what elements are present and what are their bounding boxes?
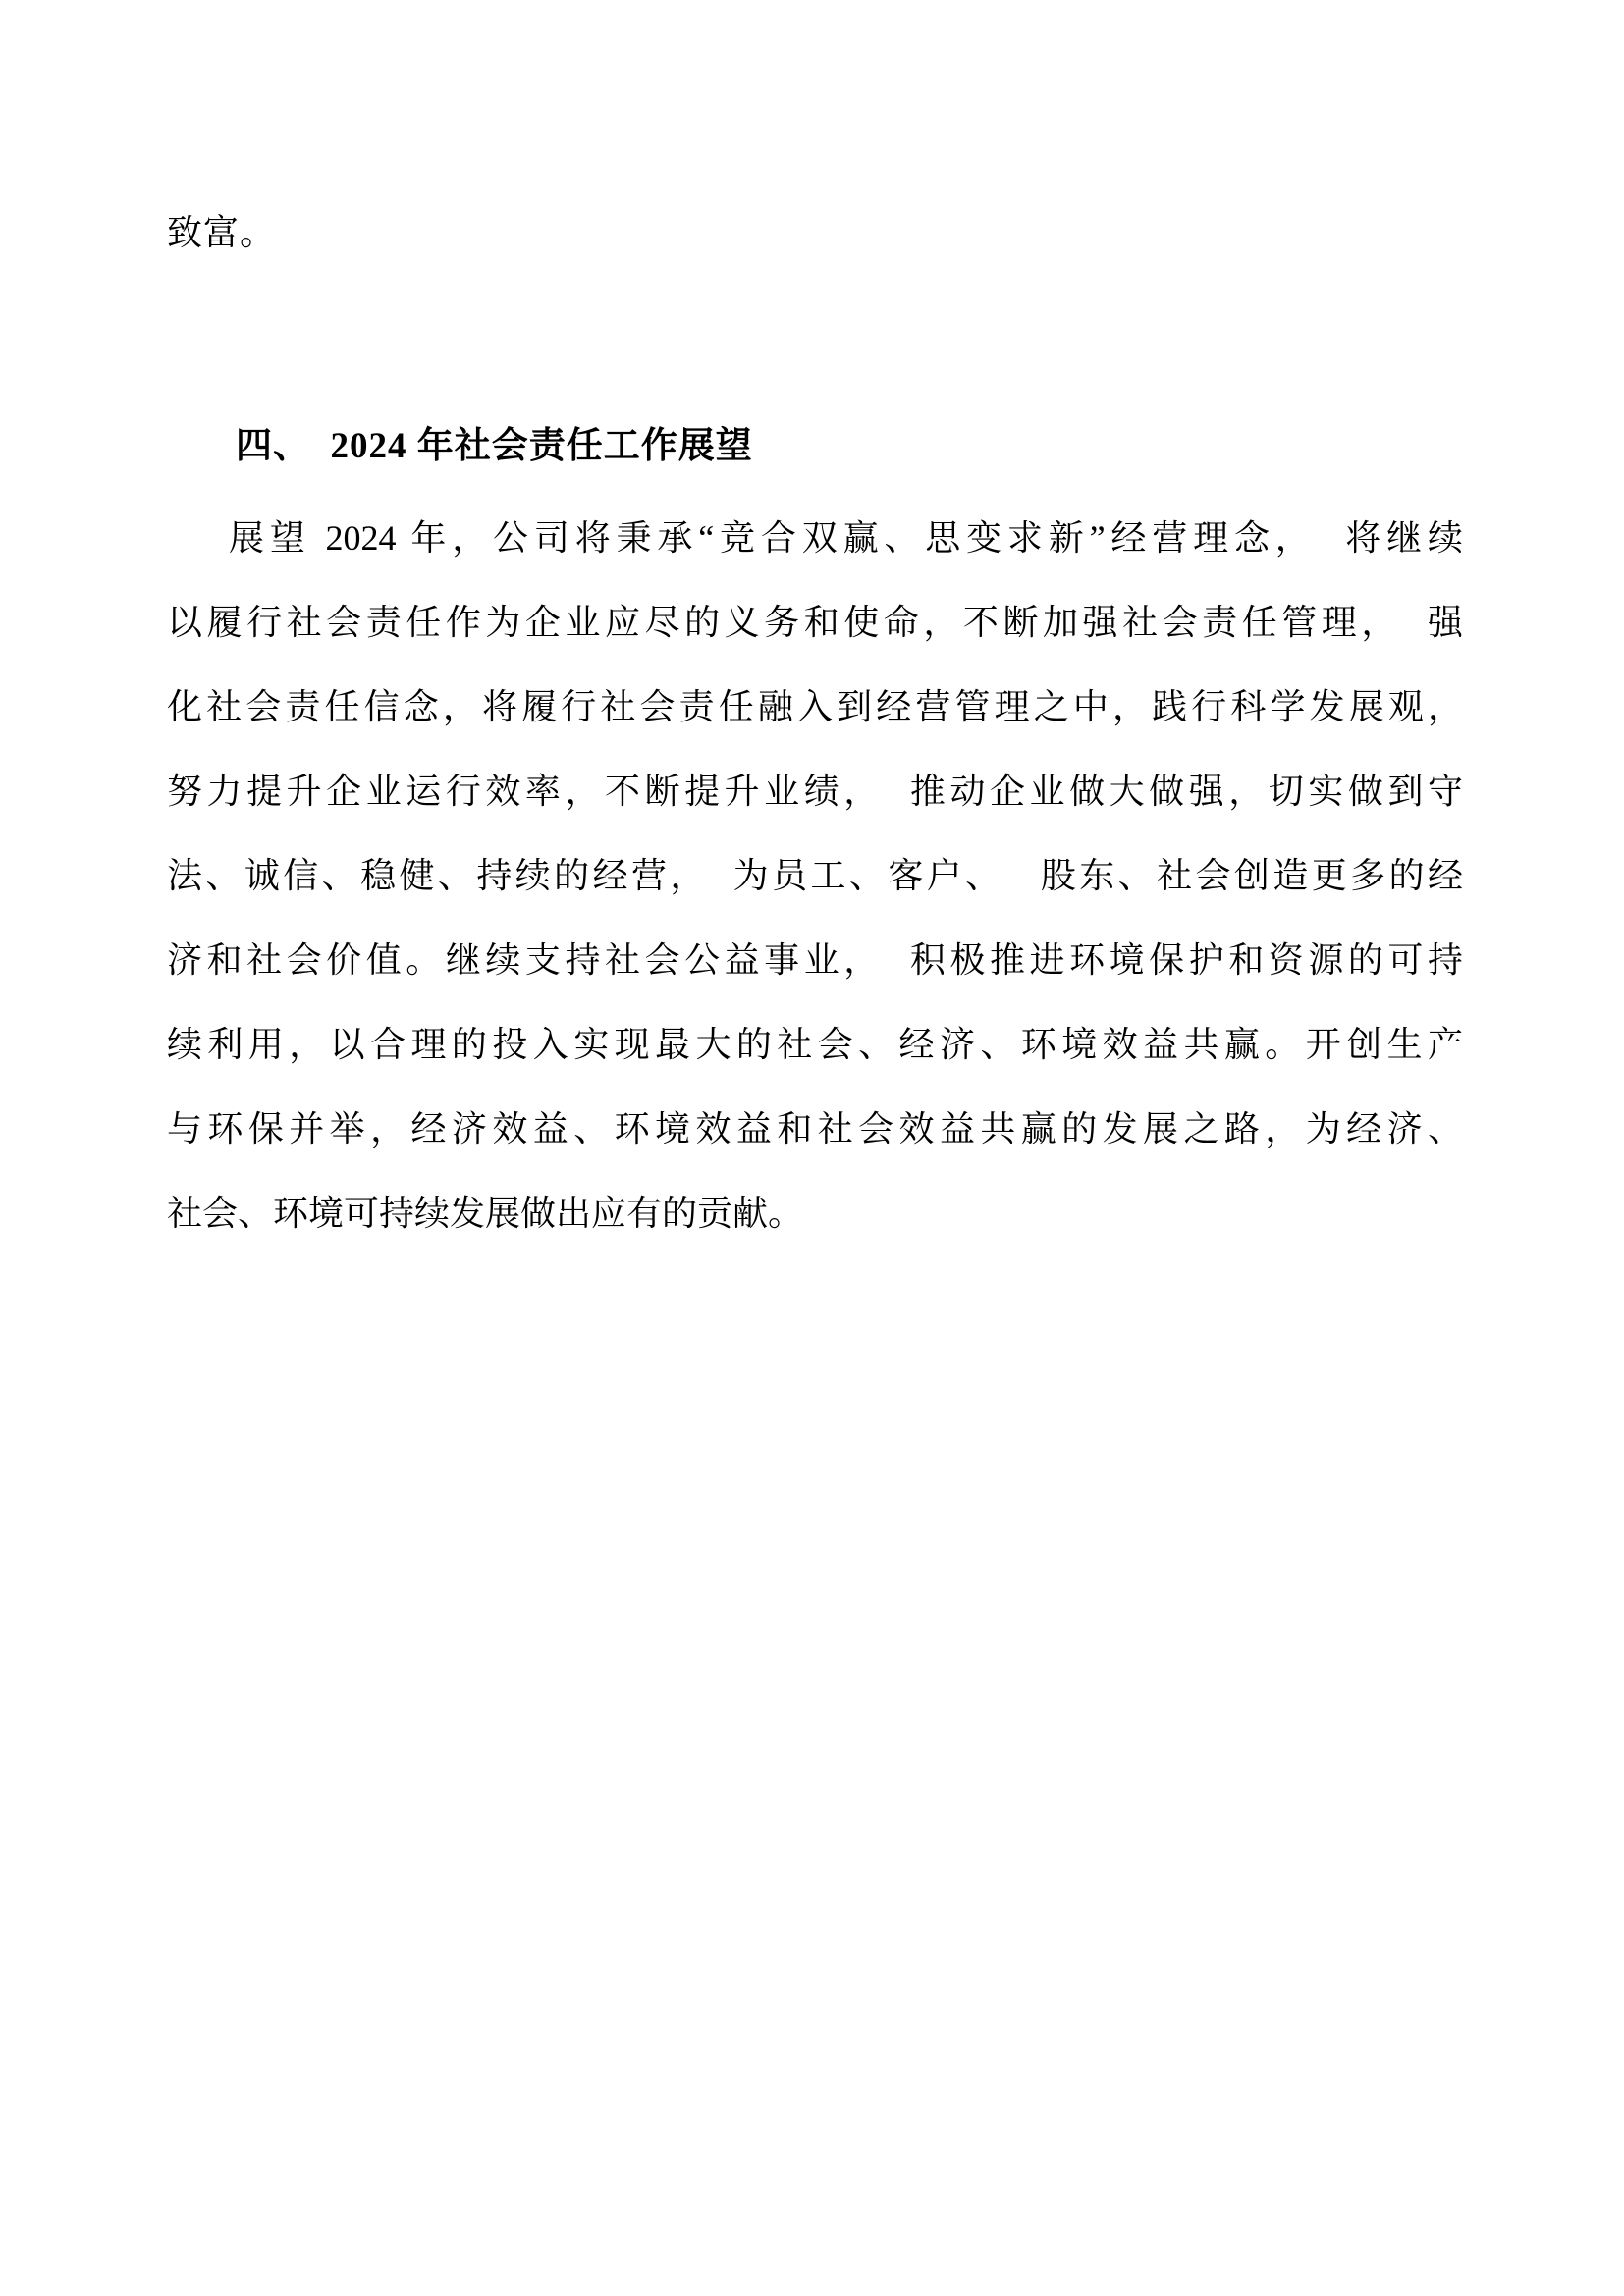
- paragraph-continuation: 致富。: [167, 213, 277, 252]
- paragraph-line: 与环保并举，经济效益、环境效益和社会效益共赢的发展之路，为经济、: [167, 1109, 1463, 1148]
- paragraph-line: 化社会责任信念，将履行社会责任融入到经营管理之中，践行科学发展观，: [167, 687, 1463, 726]
- paragraph-line: 法、诚信、稳健、持续的经营， 为员工、客户、 股东、社会创造更多的经: [167, 856, 1463, 895]
- section-heading: 四、 2024 年社会责任工作展望: [236, 426, 753, 466]
- paragraph-line: 社会、环境可持续发展做出应有的贡献。: [167, 1194, 804, 1233]
- paragraph-line: 济和社会价值。继续支持社会公益事业， 积极推进环境保护和资源的可持: [167, 940, 1463, 980]
- paragraph-line: 展望 2024 年，公司将秉承“竞合双赢、思变求新”经营理念， 将继续: [229, 518, 1463, 558]
- paragraph-line: 努力提升企业运行效率，不断提升业绩， 推动企业做大做强，切实做到守: [167, 772, 1463, 811]
- body-paragraph: [167, 496, 1463, 1255]
- paragraph-line: 续利用，以合理的投入实现最大的社会、经济、环境效益共赢。开创生产: [167, 1025, 1463, 1064]
- paragraph-line: 以履行社会责任作为企业应尽的义务和使命，不断加强社会责任管理， 强: [167, 603, 1463, 642]
